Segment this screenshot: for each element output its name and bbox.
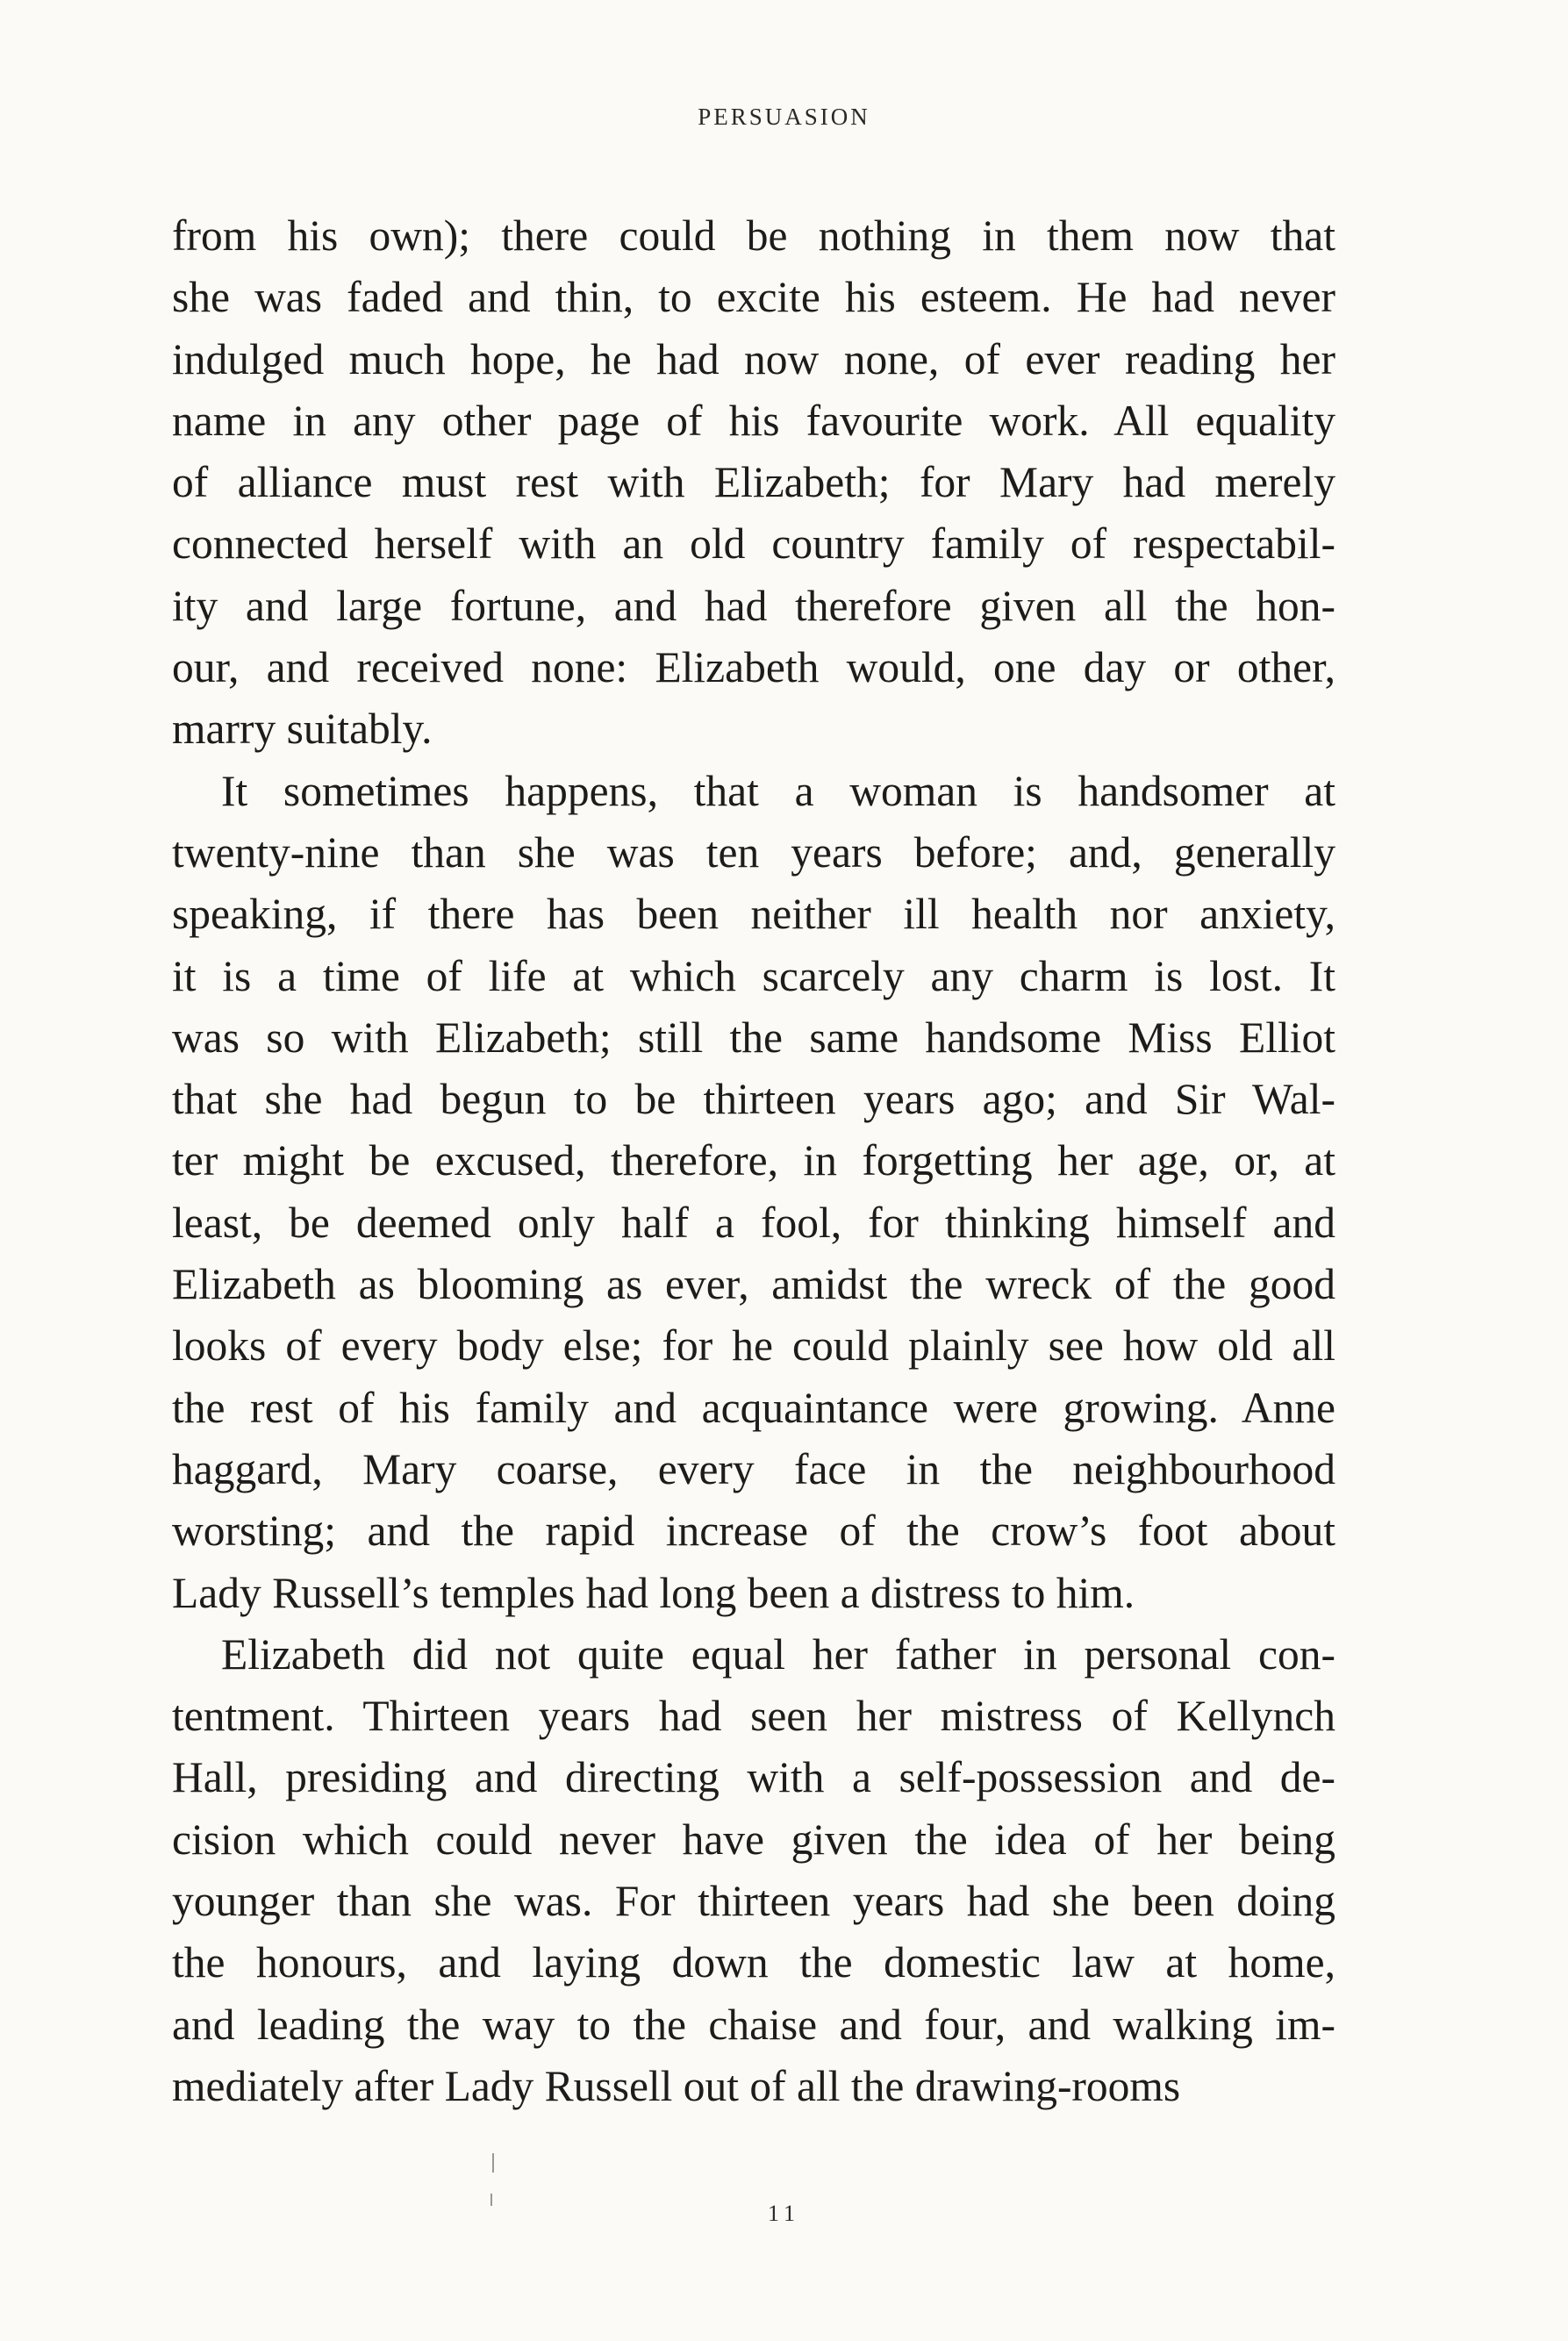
- paragraph: [172, 761, 1335, 1624]
- text-line: connected herself with an old country family of respectabil-: [172, 519, 1335, 569]
- text-line: marry suitably.: [172, 705, 433, 754]
- text-line: speaking, if there has been neither ill health nor anxiety,: [172, 890, 1335, 939]
- scan-speck: [492, 2153, 494, 2173]
- text-line: the honours, and laying down the domestic law at home,: [172, 1938, 1335, 1987]
- text-line: looks of every body else; for he could plainly see how old all: [172, 1321, 1335, 1371]
- text-line: the rest of his family and acquaintance were growing. Anne: [172, 1383, 1335, 1432]
- text-line: that she had begun to be thirteen years ago; and Sir Wal-: [172, 1075, 1335, 1124]
- text-line: ter might be excused, therefore, in forgetting her age, or, at: [172, 1136, 1335, 1185]
- text-line: and leading the way to the chaise and four, and walking im-: [172, 2000, 1335, 2049]
- paragraph: [172, 205, 1335, 761]
- text-line: name in any other page of his favourite work. All equality: [172, 396, 1335, 445]
- text-line: ity and large fortune, and had therefore given all the hon-: [172, 581, 1335, 630]
- text-line: younger than she was. For thirteen years had she been doing: [172, 1877, 1335, 1926]
- text-line: tentment. Thirteen years had seen her mistress of Kellynch: [172, 1692, 1335, 1741]
- text-line: our, and received none: Elizabeth would, one day or other,: [172, 643, 1335, 692]
- text-line: It sometimes happens, that a woman is handsomer at: [221, 766, 1335, 815]
- body-text: [172, 205, 1335, 2117]
- text-line: Elizabeth as blooming as ever, amidst the wreck of the good: [172, 1260, 1335, 1309]
- text-line: least, be deemed only half a fool, for thinking himself and: [172, 1198, 1335, 1247]
- text-line: worsting; and the rapid increase of the crow’s foot about: [172, 1507, 1335, 1556]
- text-line: Elizabeth did not quite equal her father in personal con-: [221, 1629, 1335, 1679]
- text-line: of alliance must rest with Elizabeth; for Mary had merely: [172, 458, 1335, 507]
- text-line: from his own); there could be nothing in them now that: [172, 211, 1335, 260]
- paragraph: [172, 1624, 1335, 2117]
- text-line: haggard, Mary coarse, every face in the neighbourhood: [172, 1444, 1335, 1493]
- text-line: Hall, presiding and directing with a self-possession and de-: [172, 1753, 1335, 1802]
- text-line: twenty-nine than she was ten years before; and, generally: [172, 827, 1335, 877]
- text-line: mediately after Lady Russell out of all the drawing-rooms: [172, 2061, 1181, 2110]
- text-line: indulged much hope, he had now none, of ever reading her: [172, 334, 1335, 383]
- text-line: Lady Russell’s temples had long been a distress to him.: [172, 1568, 1135, 1617]
- text-line: cision which could never have given the idea of her being: [172, 1815, 1335, 1864]
- text-line: it is a time of life at which scarcely any charm is lost. It: [172, 951, 1335, 1000]
- scan-speck: [490, 2194, 492, 2206]
- running-head: PERSUASION: [698, 104, 870, 130]
- page-number: 11: [767, 2201, 801, 2226]
- text-line: she was faded and thin, to excite his esteem. He had never: [172, 273, 1335, 322]
- text-line: was so with Elizabeth; still the same handsome Miss Elliot: [172, 1013, 1335, 1062]
